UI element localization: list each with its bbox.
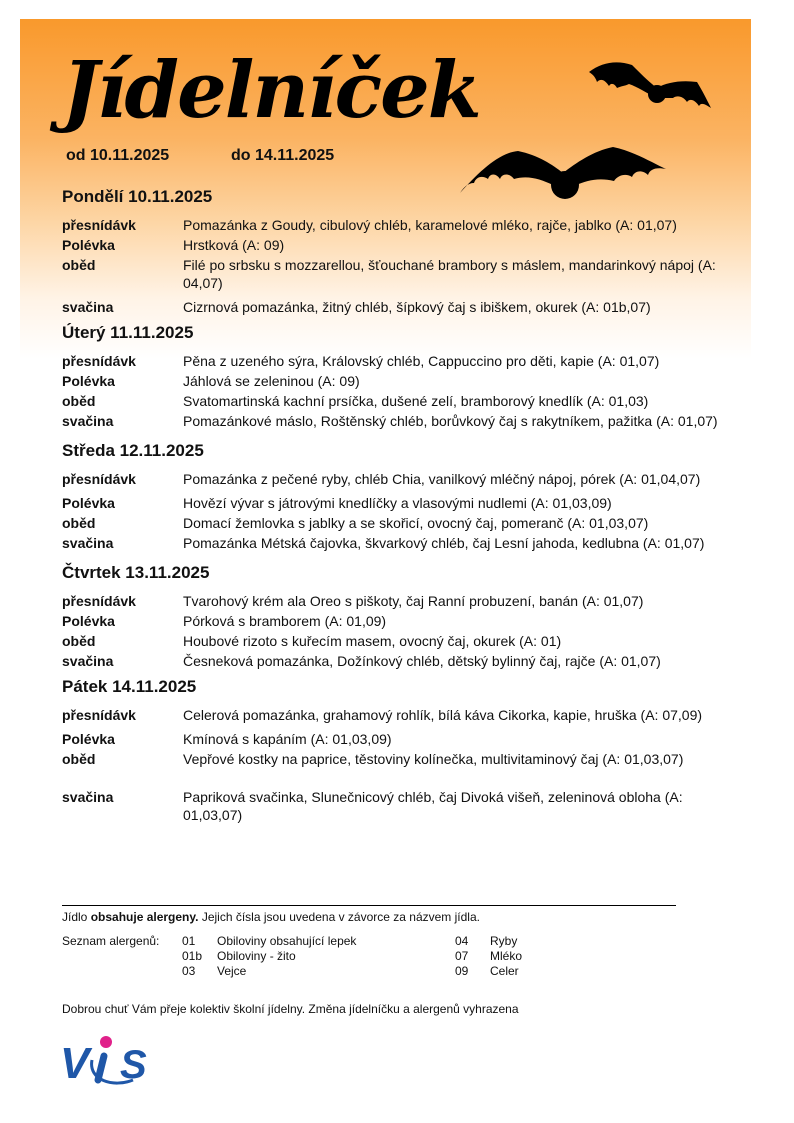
meal-text: Celerová pomazánka, grahamový rohlík, bílá káva Cikorka, kapie, hruška (A: 07,09) — [183, 707, 703, 723]
meal-text: Svatomartinská kachní prsíčka, dušené zelí, bramborový knedlík (A: 01,03) — [183, 393, 649, 409]
meal-text: Cizrnová pomazánka, žitný chléb, šípkový čaj s ibiškem, okurek (A: 01b,07) — [183, 299, 651, 315]
page-title: Jídelníček — [62, 45, 480, 136]
allergen-name: Mléko — [490, 949, 523, 963]
allergen-name: Vejce — [217, 964, 247, 978]
meal-row — [62, 352, 742, 370]
meal-row — [62, 298, 742, 316]
meal-label: Polévka — [62, 731, 115, 747]
allergen-name: Obiloviny obsahující lepek — [217, 934, 357, 948]
meal-label: oběd — [62, 515, 96, 531]
meal-row — [62, 612, 742, 630]
date-from: od 10.11.2025 — [66, 147, 170, 164]
meal-label: Polévka — [62, 613, 115, 629]
allergen-note — [62, 910, 480, 924]
meal-text: Pomazánka z Goudy, cibulový chléb, karamelové mléko, rajče, jablko (A: 01,07) — [183, 217, 677, 233]
meal-row — [62, 788, 742, 824]
allergen-code: 03 — [182, 964, 196, 978]
allergen-note-suffix: Jejich čísla jsou uvedena v závorce za názvem jídla. — [198, 910, 480, 924]
meal-text: Kmínová s kapáním (A: 01,03,09) — [183, 731, 392, 747]
meal-text: Pomazánka z pečené ryby, chléb Chia, vanilkový mléčný nápoj, pórek (A: 01,04,07) — [183, 471, 701, 487]
meal-label: svačina — [62, 653, 114, 669]
meal-row — [62, 372, 742, 390]
meal-text: Vepřové kostky na paprice, těstoviny kolínečka, multivitaminový čaj (A: 01,03,07) — [183, 751, 684, 767]
allergen-name: Celer — [490, 964, 519, 978]
meal-row — [62, 392, 742, 410]
meal-label: přesnídávk — [62, 353, 136, 369]
allergen-code: 04 — [455, 934, 469, 948]
svg-text:S: S — [120, 1043, 147, 1087]
day-title: Pátek 14.11.2025 — [62, 677, 197, 696]
meal-row — [62, 470, 742, 488]
allergen-list-col2 — [455, 934, 522, 979]
allergen-note-bold: obsahuje alergeny. — [90, 910, 199, 924]
meal-label: přesnídávk — [62, 707, 136, 723]
meal-text: Pěna z uzeného sýra, Královský chléb, Cappuccino pro děti, kapie (A: 01,07) — [183, 353, 660, 369]
meal-row — [62, 236, 742, 254]
meal-row — [62, 730, 742, 748]
meal-text: Pórková s bramborem (A: 01,09) — [183, 613, 387, 629]
meal-row — [62, 412, 742, 430]
meal-label: oběd — [62, 751, 96, 767]
meal-row — [62, 750, 742, 768]
day-section — [62, 186, 742, 316]
allergen-code: 01b — [182, 949, 203, 963]
meal-label: oběd — [62, 257, 96, 273]
meal-text: Tvarohový krém ala Oreo s piškoty, čaj Ranní probuzení, banán (A: 01,07) — [183, 593, 644, 609]
meal-row — [62, 592, 742, 610]
meal-text: Houbové rizoto s kuřecím masem, ovocný čaj, okurek (A: 01) — [183, 633, 562, 649]
day-title: Úterý 11.11.2025 — [62, 323, 194, 342]
meal-text: Česneková pomazánka, Dožínkový chléb, dětský bylinný čaj, rajče (A: 01,07) — [183, 653, 661, 669]
meal-row — [62, 706, 742, 724]
meal-label: Polévka — [62, 237, 115, 253]
meal-label: Polévka — [62, 373, 115, 389]
day-section — [62, 676, 742, 824]
day-title: Čtvrtek 13.11.2025 — [62, 563, 210, 582]
meal-text: Hovězí vývar s játrovými knedlíčky a vlasovými nudlemi (A: 01,03,09) — [183, 495, 612, 511]
meal-text: Filé po srbsku s mozzarellou, šťouchané brambory s máslem, mandarinkový nápoj (A: 04,07) — [183, 257, 716, 291]
date-to: do 14.11.2025 — [231, 147, 335, 164]
day-section — [62, 562, 742, 670]
meal-label: přesnídávk — [62, 217, 136, 233]
vis-logo — [58, 1030, 168, 1090]
meal-row — [62, 256, 742, 292]
meal-label: oběd — [62, 633, 96, 649]
meal-label: svačina — [62, 413, 114, 429]
meal-text: Pomazánkové máslo, Roštěnský chléb, borůvkový čaj s rakytníkem, pažitka (A: 01,07) — [183, 413, 718, 429]
meal-row — [62, 514, 742, 532]
day-title: Středa 12.11.2025 — [62, 441, 204, 460]
meal-label: přesnídávk — [62, 593, 136, 609]
divider — [62, 905, 676, 906]
day-section — [62, 440, 742, 552]
allergen-note-prefix: Jídlo — [62, 910, 91, 924]
footer-text: Dobrou chuť Vám přeje kolektiv školní jídelny. Změna jídelníčku a alergenů vyhrazena — [62, 1002, 519, 1016]
menu-content — [62, 186, 742, 830]
allergen-code: 07 — [455, 949, 469, 963]
meal-text: Hrstková (A: 09) — [183, 237, 285, 253]
meal-text: Domací žemlovka s jablky a se skořicí, ovocný čaj, pomeranč (A: 01,03,07) — [183, 515, 649, 531]
meal-label: svačina — [62, 535, 114, 551]
allergen-list-col1 — [182, 934, 356, 979]
meal-label: Polévka — [62, 495, 115, 511]
meal-row — [62, 534, 742, 552]
meal-row — [62, 216, 742, 234]
meal-label: svačina — [62, 299, 114, 315]
allergen-list-label: Seznam alergenů: — [62, 934, 160, 948]
meal-row — [62, 652, 742, 670]
meal-label: svačina — [62, 789, 114, 805]
allergen-name: Ryby — [490, 934, 518, 948]
day-section — [62, 322, 742, 430]
meal-text: Jáhlová se zeleninou (A: 09) — [183, 373, 360, 389]
meal-text: Pomazánka Métská čajovka, škvarkový chléb, čaj Lesní jahoda, kedlubna (A: 01,07) — [183, 535, 705, 551]
bat-icon — [587, 60, 712, 115]
meal-row — [62, 632, 742, 650]
allergen-name: Obiloviny - žito — [217, 949, 296, 963]
svg-text:V: V — [60, 1039, 90, 1088]
allergen-code: 01 — [182, 934, 196, 948]
meal-label: přesnídávk — [62, 471, 136, 487]
meal-text: Papriková svačinka, Slunečnicový chléb, čaj Divoká višeň, zeleninová obloha (A: 01,03,07) — [183, 789, 683, 823]
meal-label: oběd — [62, 393, 96, 409]
allergen-code: 09 — [455, 964, 469, 978]
day-title: Pondělí 10.11.2025 — [62, 187, 213, 206]
meal-row — [62, 494, 742, 512]
